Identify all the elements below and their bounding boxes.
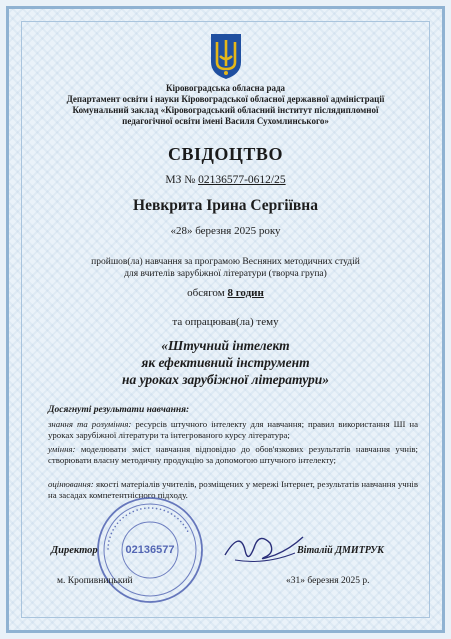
training-date: «28» березня 2025 року xyxy=(170,225,281,237)
skills-text: моделювати зміст навчання відповідно до обов'язкових результатів навчання учнів; створювати власну методичну продукцію за допомогою штучного інтелекту; xyxy=(48,444,418,465)
knowledge-label: знання та розуміння: xyxy=(48,419,132,429)
issue-date: «31» березня 2025 р. xyxy=(286,576,370,586)
certificate-title: СВІДОЦТВО xyxy=(168,144,283,164)
recipient-name: Невкрита Ірина Сергіївна xyxy=(133,197,318,214)
course-line-1: пройшов(ла) навчання за програмою Весняних методичних студій xyxy=(91,257,360,267)
result-knowledge xyxy=(48,419,418,440)
results-title: Досягнуті результати навчання: xyxy=(48,405,190,415)
issue-place: м. Кропивницький xyxy=(57,576,133,586)
result-skills xyxy=(48,444,418,465)
hours xyxy=(0,287,451,299)
topic-line-1: «Штучний інтелект xyxy=(161,338,290,353)
trident-emblem-icon xyxy=(209,32,243,80)
handwritten-signature xyxy=(215,525,310,570)
course-line-2: для вчителів зарубіжної літератури (творча група) xyxy=(124,269,327,279)
header-department: Департамент освіти і науки Кіровоградської обласної державної адміністрації xyxy=(66,94,385,104)
hours-value: 8 годин xyxy=(227,287,264,299)
svg-text:• • • • • • • • • • • • • • •: • • • • • • • • • • • • • • • • • • • • • • • • • • • • • xyxy=(105,505,190,551)
topic-lead: та опрацював(ла) тему xyxy=(172,316,279,328)
official-stamp xyxy=(95,495,205,605)
topic-line-3: на уроках зарубіжної літератури» xyxy=(121,372,330,387)
evaluation-label: оцінювання: xyxy=(48,479,94,489)
header-council: Кіровоградська обласна рада xyxy=(165,83,286,93)
stamp-number: 02136577 xyxy=(125,544,175,556)
hours-prefix: обсягом xyxy=(187,287,225,299)
number-prefix: МЗ № xyxy=(165,174,196,186)
topic-line-2: як ефективний інструмент xyxy=(141,355,310,370)
evaluation-text: якості матеріалів учителів, розміщених у мережі Інтернет, результатів навчання учнів на засадах компетентнісного підходу. xyxy=(48,479,418,500)
certificate-number xyxy=(0,174,451,186)
skills-label: уміння: xyxy=(48,444,76,454)
knowledge-text: ресурсів штучного інтелекту для навчання; правил використання ШІ на уроках зарубіжної літератури та інтегрованого курсу література; xyxy=(48,419,418,440)
signature-name: Віталій ДМИТРУК xyxy=(297,545,384,556)
header-institute-name: педагогічної освіти імені Василя Сухомлинського» xyxy=(122,116,329,126)
header-institute: Комунальний заклад «Кіровоградський обласний інститут післядипломної xyxy=(72,105,379,115)
signature-position: Директор xyxy=(51,545,98,556)
number-value: 02136577-0612/25 xyxy=(198,174,286,186)
